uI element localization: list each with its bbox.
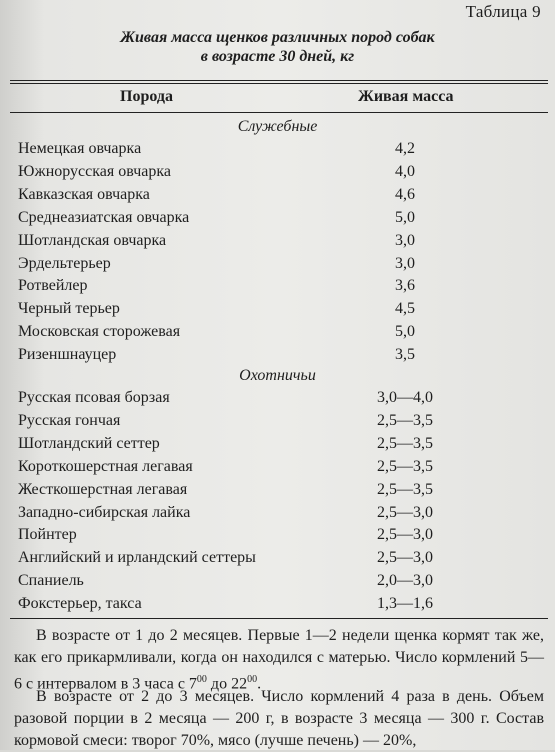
live-mass-value: 2,0—3,0 bbox=[377, 572, 433, 590]
table-row bbox=[0, 435, 555, 459]
breed-name: Западно-сибирская лайка bbox=[18, 503, 191, 521]
live-mass-value: 2,5—3,5 bbox=[377, 480, 433, 498]
breed-name: Русская гончая bbox=[18, 411, 121, 429]
breed-name: Черный терьер bbox=[18, 300, 120, 318]
header-rule bbox=[10, 112, 548, 113]
table-row bbox=[0, 300, 555, 324]
live-mass-value: 3,5 bbox=[395, 346, 415, 364]
breed-name: Среднеазиатская овчарка bbox=[18, 208, 190, 226]
paragraph-age-1-2-months bbox=[14, 625, 544, 695]
table-row bbox=[0, 504, 555, 528]
group-title-service: Служебные bbox=[237, 118, 318, 135]
column-header-mass: Живая масса bbox=[358, 88, 454, 105]
table-row bbox=[0, 526, 555, 550]
live-mass-value: 1,3—1,6 bbox=[377, 595, 433, 613]
breed-name: Пойнтер bbox=[18, 526, 77, 544]
table-row bbox=[0, 163, 555, 187]
breed-name: Немецкая овчарка bbox=[18, 140, 142, 157]
breed-name: Русская псовая борзая bbox=[18, 389, 170, 406]
breed-name: Эрдельтерьер bbox=[18, 254, 111, 272]
live-mass-value: 2,5—3,0 bbox=[377, 503, 433, 521]
live-mass-value: 2,5—3,5 bbox=[377, 457, 433, 475]
breed-name: Фокстерьер, такса bbox=[18, 595, 142, 613]
group-title-hunting: Охотничьи bbox=[239, 367, 316, 384]
table-row bbox=[0, 232, 555, 256]
breed-name: Кавказская овчарка bbox=[18, 185, 150, 203]
live-mass-value: 3,0 bbox=[395, 254, 415, 272]
live-mass-value: 2,5—3,5 bbox=[377, 434, 433, 452]
table-row bbox=[0, 186, 555, 210]
breed-name: Жесткошерстная легавая bbox=[18, 480, 188, 498]
paragraph-1-text-b: до 22 bbox=[206, 675, 248, 693]
breed-name: Спаниель bbox=[18, 572, 84, 590]
live-mass-value: 2,5—3,0 bbox=[377, 526, 433, 544]
table-row bbox=[0, 412, 555, 436]
column-header-breed: Порода bbox=[120, 88, 173, 105]
live-mass-value: 4,6 bbox=[395, 185, 415, 203]
live-mass-value: 3,0—4,0 bbox=[377, 389, 433, 406]
table-row bbox=[0, 458, 555, 482]
table-row bbox=[0, 389, 555, 413]
paragraph-1-text-c: . bbox=[257, 675, 262, 693]
table-top-rule bbox=[10, 80, 548, 81]
live-mass-value: 4,5 bbox=[395, 300, 415, 318]
table-title bbox=[0, 28, 555, 66]
breed-name: Шотландский сеттер bbox=[18, 434, 160, 452]
breed-name: Южнорусская овчарка bbox=[18, 162, 171, 180]
paragraph-1-text-a: В возрасте от 1 до 2 месяцев. Первые 1—2 недели щенка кормят так же, как его прикармливали, когда он находился с матерью. Число кормлений 5—6 с интервалом в 3 часа с 7 bbox=[14, 627, 544, 693]
table-row bbox=[0, 255, 555, 279]
live-mass-value: 4,2 bbox=[395, 140, 415, 157]
table-row bbox=[0, 549, 555, 573]
live-mass-value: 5,0 bbox=[395, 208, 415, 226]
table-top-rule-2 bbox=[10, 83, 548, 84]
paragraph-1-sup-a: 00 bbox=[196, 674, 207, 685]
breed-name: Английский и ирландский сеттеры bbox=[18, 549, 256, 567]
breed-name: Московская сторожевая bbox=[18, 323, 181, 341]
table-row bbox=[0, 277, 555, 301]
table-row bbox=[0, 481, 555, 505]
paragraph-1-sup-b: 00 bbox=[247, 674, 258, 685]
breed-name: Короткошерстная легавая bbox=[18, 457, 193, 475]
live-mass-value: 2,5—3,0 bbox=[377, 549, 433, 567]
breed-name: Ризеншнауцер bbox=[18, 346, 117, 364]
table-row bbox=[0, 595, 555, 619]
paragraph-age-2-3-months: В возрасте от 2 до 3 месяцев. Число кормлений 4 раза в день. Объем разовой порции в 2 месяца — 200 г, в возрасте 3 месяца — 300 г. Состав кормовой смеси: творог 70%, мясо (лучше печень) — 20%, bbox=[14, 688, 544, 749]
breed-name: Шотландская овчарка bbox=[18, 231, 167, 249]
table-number: Таблица 9 bbox=[465, 2, 541, 21]
live-mass-value: 2,5—3,5 bbox=[377, 411, 433, 429]
table-row bbox=[0, 209, 555, 233]
live-mass-value: 4,0 bbox=[395, 162, 415, 180]
live-mass-value: 3,6 bbox=[395, 277, 415, 295]
table-row bbox=[0, 323, 555, 347]
table-row bbox=[0, 572, 555, 596]
live-mass-value: 5,0 bbox=[395, 323, 415, 341]
table-row bbox=[0, 140, 555, 164]
table-title-line-2: в возрасте 30 дней, кг bbox=[200, 48, 355, 65]
table-title-line-1: Живая масса щенков различных пород собак bbox=[120, 29, 435, 46]
live-mass-value: 3,0 bbox=[395, 231, 415, 249]
table-bottom-rule bbox=[10, 618, 548, 619]
breed-name: Ротвейлер bbox=[18, 277, 88, 295]
